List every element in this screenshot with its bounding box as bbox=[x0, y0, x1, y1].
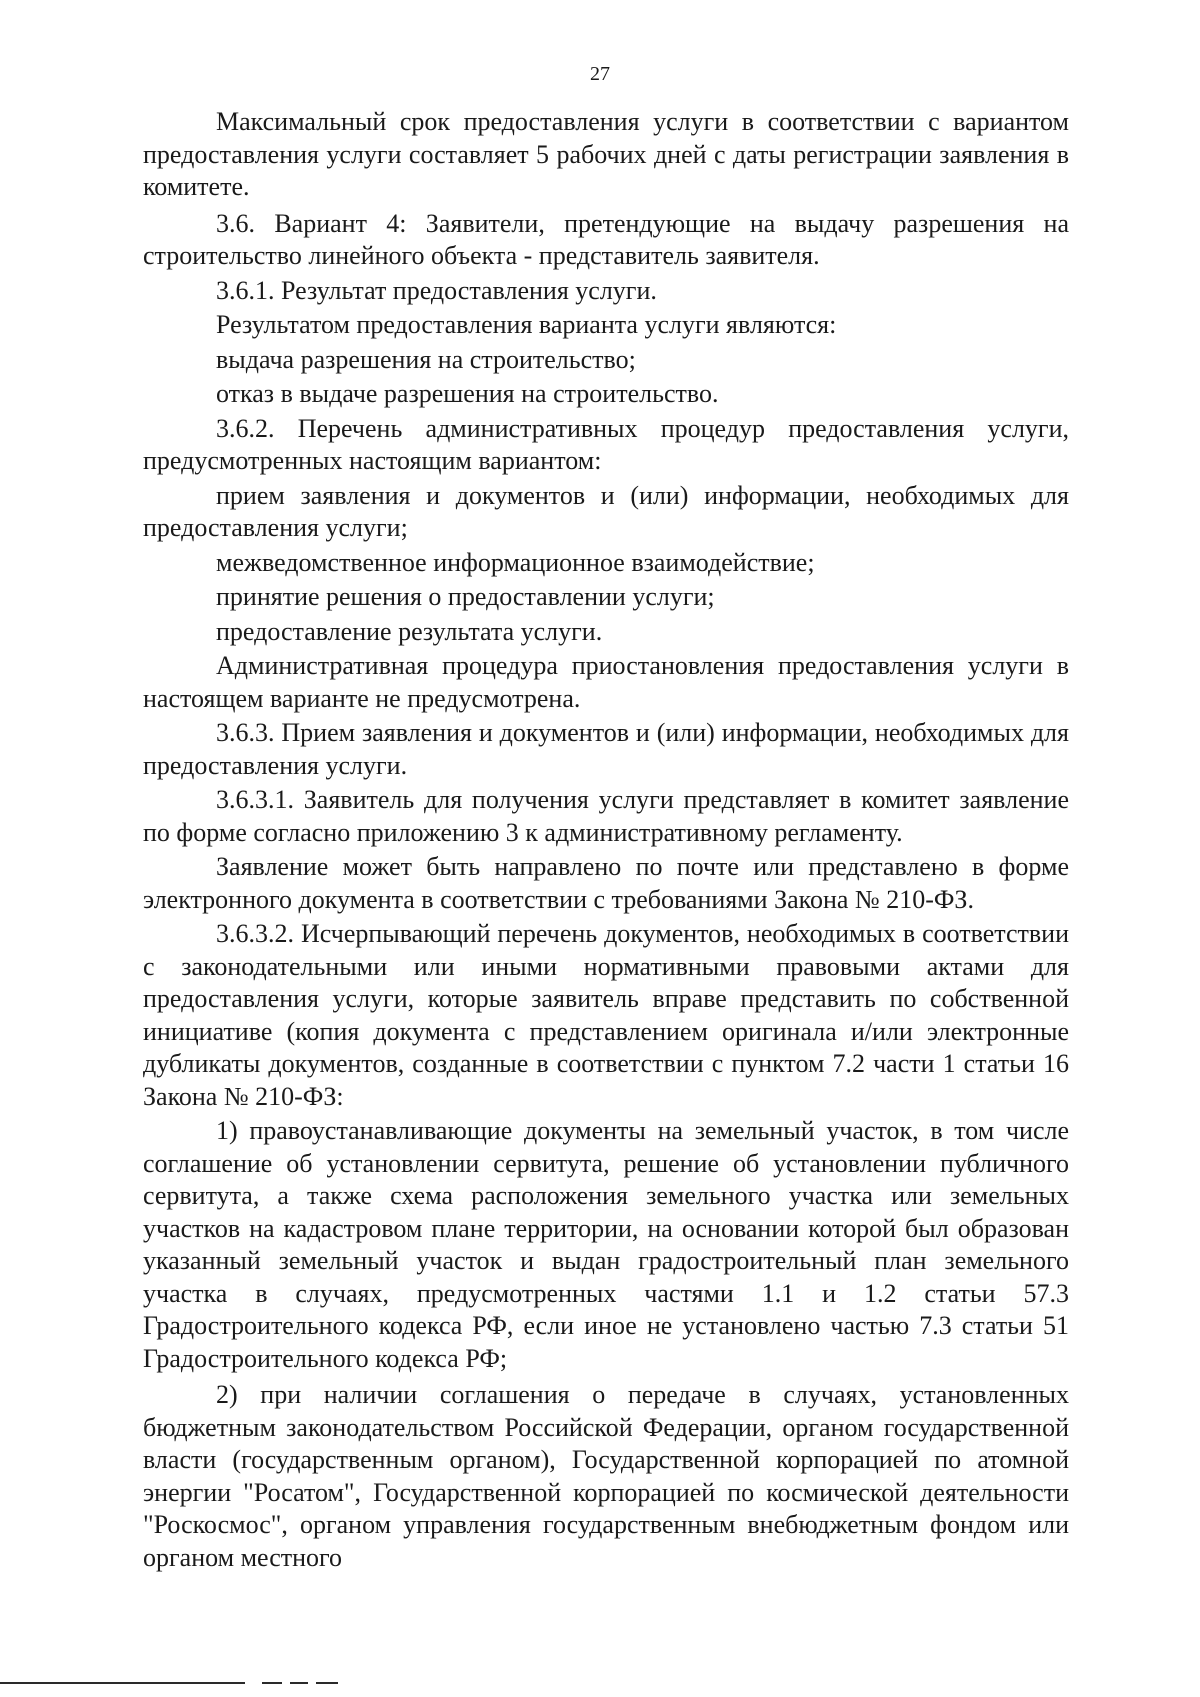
list-item-result-delivery: предоставление результата услуги. bbox=[216, 616, 603, 646]
paragraph-variant-4: 3.6. Вариант 4: Заявители, претендующие на выдачу разрешения на строительство линейного объекта - представитель заявителя. bbox=[143, 208, 1069, 270]
list-item-issue-permit: выдача разрешения на строительство; bbox=[216, 344, 636, 374]
paragraph-submission: Заявление может быть направлено по почте или представлено в форме электронного документа в соответствии с требованиями Закона № 210-ФЗ. bbox=[143, 852, 1069, 914]
scan-edge-dash bbox=[290, 1682, 308, 1684]
scan-edge-dash bbox=[316, 1682, 338, 1684]
paragraph-3-6-3-1: 3.6.3.1. Заявитель для получения услуги представляет в комитет заявление по форме согласно приложению 3 к административному регламенту. bbox=[143, 785, 1069, 847]
list-item-2-agreement: 2) при наличии соглашения о передаче в случаях, установленных бюджетным законодательством Российской Федерации, органом государственной власти (государственным органом), Государственной корпорацией по атомной энергии "Росатом", Государственной корпорацией по космической деятельности "Роскосмос", органом управления государственным внебюджетным фондом или органом местного bbox=[143, 1380, 1069, 1572]
page-number: 27 bbox=[590, 63, 610, 85]
paragraph-max-term: Максимальный срок предоставления услуги в соответствии с вариантом предоставления услуги составляет 5 рабочих дней с даты регистрации заявления в комитете. bbox=[143, 107, 1069, 201]
paragraph-3-6-3-2: 3.6.3.2. Исчерпывающий перечень документов, необходимых в соответствии с законодательными или иными нормативными правовыми актами для предоставления услуги, которые заявитель вправе представить по собственной инициативе (копия документа с представлением оригинала и/или электронные дубликаты документов, созданные в соответствии с пунктом 7.2 части 1 статьи 16 Закона № 210-ФЗ: bbox=[143, 919, 1069, 1111]
scan-edge-dash bbox=[262, 1682, 282, 1684]
paragraph-3-6-1: 3.6.1. Результат предоставления услуги. bbox=[216, 275, 657, 305]
list-item-interagency: межведомственное информационное взаимодействие; bbox=[216, 547, 815, 577]
list-item-1-land-documents: 1) правоустанавливающие документы на земельный участок, в том числе соглашение об установлении сервитута, решение об установлении публичного сервитута, а также схема расположения земельного участка или земельных участков на кадастровом плане территории, на основании которой был образован указанный земельный участок и выдан градостроительный план земельного участка в случаях, предусмотренных частями 1.1 и 1.2 статьи 57.3 Градостроительного кодекса РФ, если иное не установлено частью 7.3 статьи 51 Градостроительного кодекса РФ; bbox=[143, 1116, 1069, 1373]
paragraph-3-6-3: 3.6.3. Прием заявления и документов и (или) информации, необходимых для предоставления услуги. bbox=[143, 718, 1069, 780]
paragraph-result-intro: Результатом предоставления варианта услуги являются: bbox=[216, 310, 837, 339]
scan-edge-rule bbox=[0, 1682, 245, 1684]
paragraph-suspension: Административная процедура приостановления предоставления услуги в настоящем варианте не предусмотрена. bbox=[143, 651, 1069, 713]
paragraph-3-6-2: 3.6.2. Перечень административных процедур предоставления услуги, предусмотренных настоящим вариантом: bbox=[143, 413, 1069, 475]
document-body bbox=[143, 106, 1069, 1574]
list-item-reception: прием заявления и документов и (или) информации, необходимых для предоставления услуги; bbox=[143, 480, 1069, 542]
list-item-decision: принятие решения о предоставлении услуги; bbox=[216, 582, 715, 611]
list-item-refuse-permit: отказ в выдаче разрешения на строительство. bbox=[216, 379, 719, 408]
